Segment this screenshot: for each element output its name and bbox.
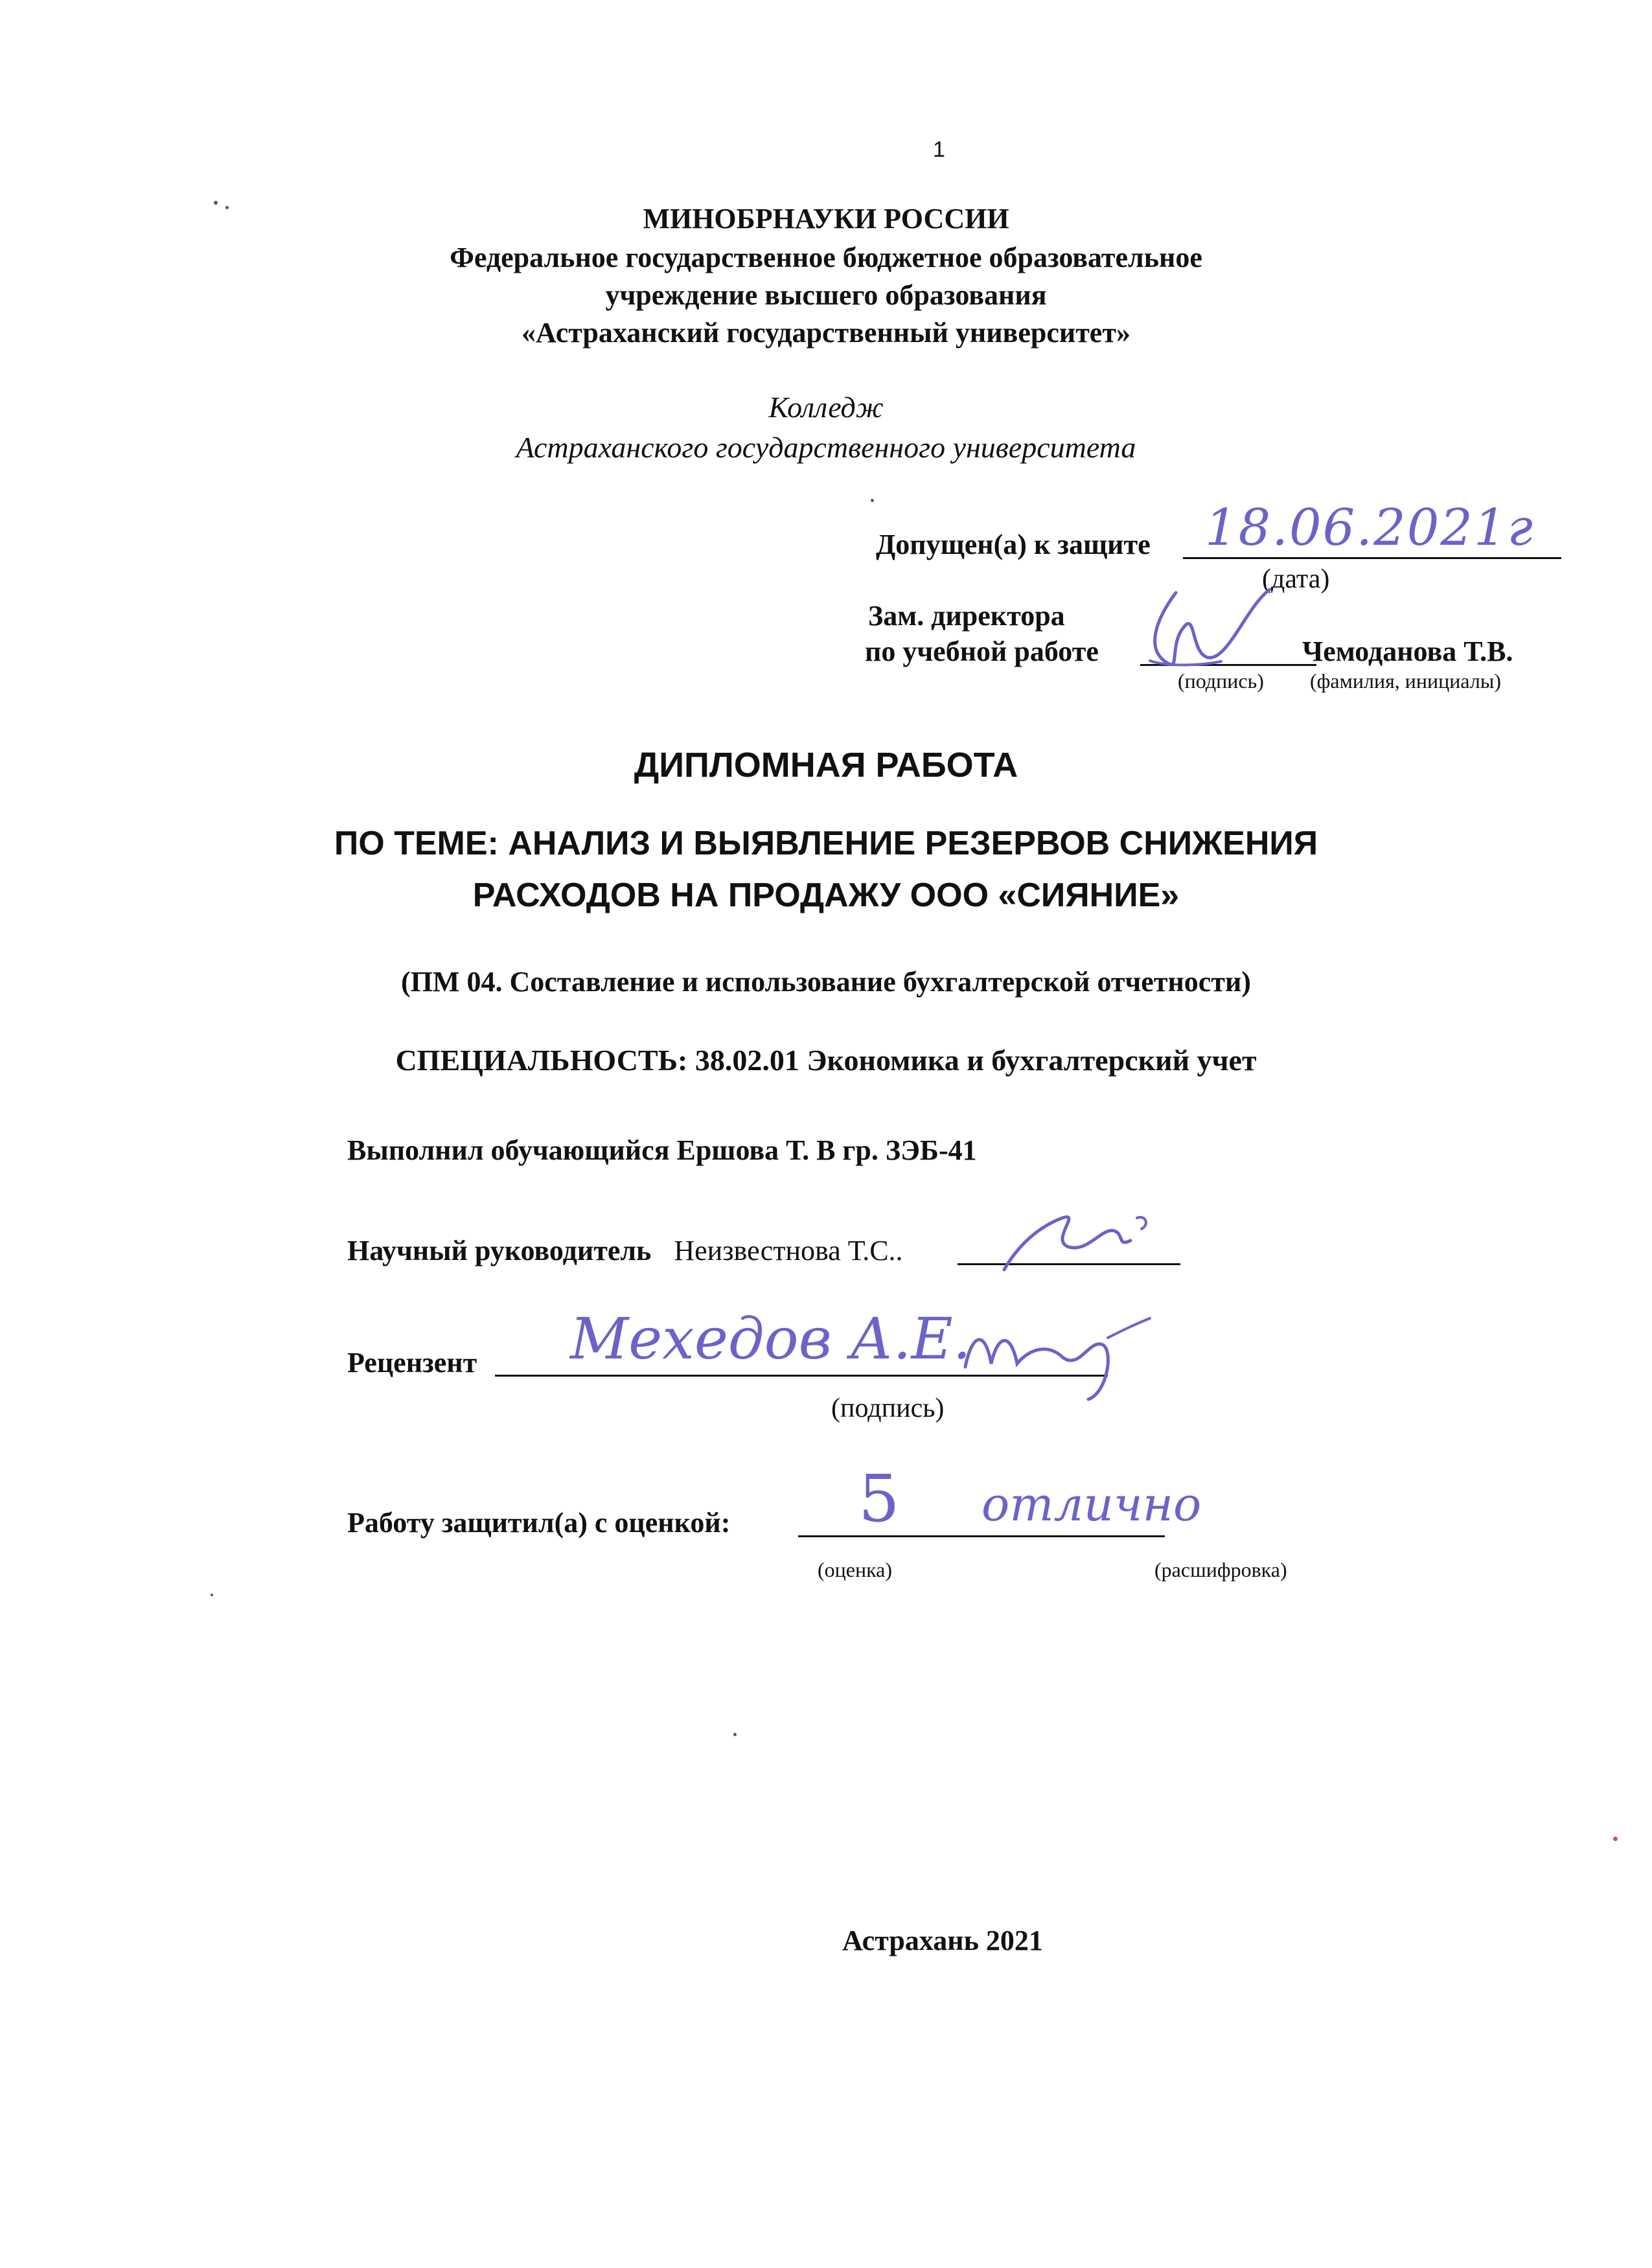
topic-line-2: РАСХОДОВ НА ПРОДАЖУ ООО «СИЯНИЕ»	[472, 876, 1180, 914]
institution-line-2: учреждение высшего образования	[605, 279, 1047, 311]
defense-grade-line	[798, 1535, 1165, 1537]
deputy-signature-caption: (подпись)	[1178, 669, 1264, 693]
defense-decode-caption: (расшифровка)	[1154, 1558, 1287, 1581]
deputy-name: Чемоданова Т.В.	[1302, 636, 1513, 667]
supervisor-signature	[991, 1202, 1160, 1279]
scan-speck	[211, 1594, 213, 1596]
admitted-label: Допущен(а) к защите	[876, 529, 1151, 560]
defense-grade-handwritten: 5	[858, 1461, 900, 1537]
performer-line: Выполнил обучающийся Ершова Т. В гр. ЗЭБ-41	[347, 1134, 977, 1166]
admitted-date-handwritten: 18.06.2021г	[1205, 499, 1535, 557]
defense-grade-caption: (оценка)	[818, 1558, 893, 1581]
defense-label: Работу защитил(а) с оценкой:	[347, 1507, 731, 1539]
deputy-signature	[1130, 580, 1279, 677]
supervisor-name: Неизвестнова Т.С..	[674, 1235, 903, 1266]
city-year: Астрахань 2021	[842, 1925, 1043, 1956]
page-number: 1	[933, 137, 945, 162]
scan-speck	[214, 201, 218, 205]
university-name: «Астраханский государственный университет»	[522, 317, 1130, 349]
admitted-date-line	[1183, 557, 1561, 559]
institution-line-1: Федеральное государственное бюджетное образовательное	[450, 242, 1202, 273]
defense-grade-text-handwritten: отлично	[981, 1477, 1202, 1531]
scan-speck	[225, 206, 229, 209]
specialty-label: СПЕЦИАЛЬНОСТЬ:	[395, 1044, 688, 1077]
college-line-2: Астраханского государственного университета	[516, 431, 1136, 464]
supervisor-row	[347, 1234, 903, 1267]
work-type-title: ДИПЛОМНАЯ РАБОТА	[634, 746, 1018, 785]
reviewer-handwritten-name: Мехедов А.Е.	[570, 1305, 971, 1372]
reviewer-signature-caption: (подпись)	[831, 1393, 945, 1423]
scan-speck	[871, 499, 874, 502]
topic-line-1: ПО ТЕМЕ: АНАЛИЗ И ВЫЯВЛЕНИЕ РЕЗЕРВОВ СНИЖЕНИЯ	[334, 825, 1318, 862]
specialty-value: 38.02.01 Экономика и бухгалтерский учет	[694, 1044, 1257, 1077]
scan-speck	[733, 1733, 737, 1736]
scan-speck	[1613, 1837, 1618, 1841]
supervisor-label: Научный руководитель	[347, 1235, 652, 1266]
reviewer-label: Рецензент	[347, 1347, 477, 1379]
specialty	[0, 1043, 1652, 1077]
deputy-line-2: по учебной работе	[865, 636, 1099, 667]
deputy-line-1: Зам. директора	[868, 600, 1065, 632]
deputy-name-caption: (фамилия, инициалы)	[1310, 669, 1502, 693]
reviewer-signature	[959, 1309, 1153, 1406]
date-caption: (дата)	[1262, 564, 1330, 594]
module-title: (ПМ 04. Составление и использование бухгалтерской отчетности)	[401, 966, 1251, 998]
college-line-1: Колледж	[768, 391, 884, 424]
ministry-title: МИНОБРНАУКИ РОССИИ	[643, 203, 1009, 235]
